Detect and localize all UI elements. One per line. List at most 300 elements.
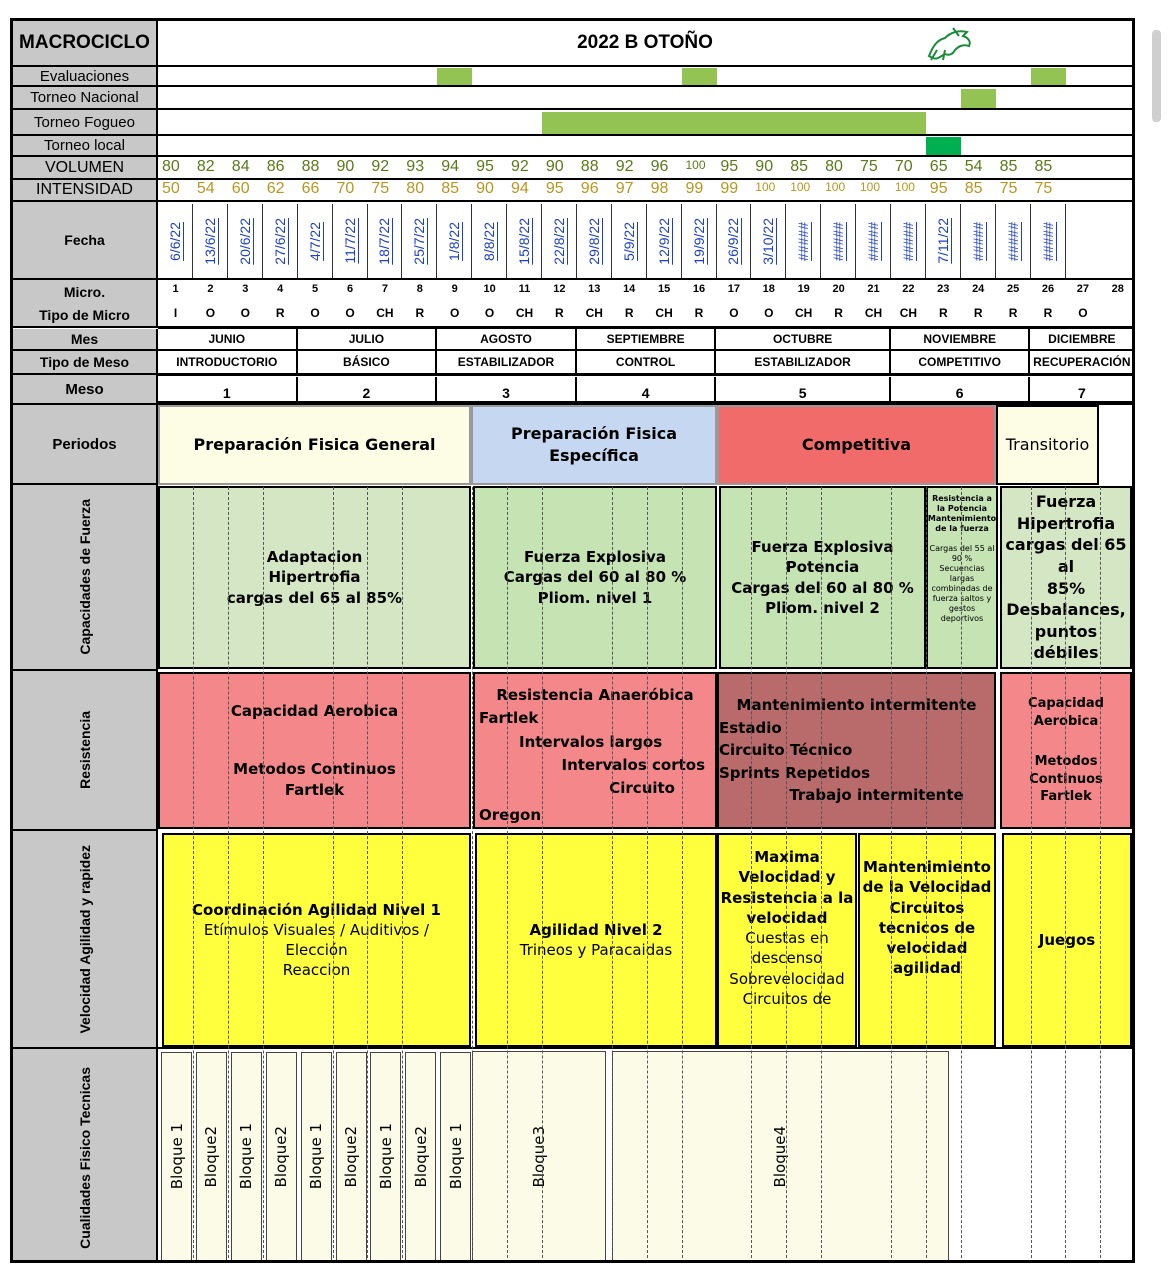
bloque-label: Bloque2 [272,1125,291,1188]
micro-number: 27 [1076,283,1090,295]
fecha-cell [472,204,507,278]
volumen-value: 92 [615,158,634,175]
fuerza-d-1: Resistencia a la Potencia Mantenimiento de la fuerza [927,494,997,533]
micro-type: R [973,306,983,320]
volumen-value: 86 [266,158,285,175]
resistencia-box-general [158,672,471,829]
micro-number: 10 [483,283,496,295]
volumen-value: 80 [162,158,180,175]
tipo-meso-cell: ESTABILIZADOR [716,351,891,373]
micro-type: I [173,306,178,320]
week-guide-line [821,487,822,1263]
resistencia-c-5: Trabajo intermitente [789,786,964,804]
fecha-cell [926,204,961,278]
micro-number: 11 [518,283,531,295]
velocidad-label-cell [13,831,158,1049]
micro-type: CH [655,306,673,320]
periodo-transitorio: Transitorio [996,405,1099,485]
mes-label: Mes [13,329,158,351]
micro-type: CH [585,306,603,320]
intensidad-value: 75 [371,180,390,197]
fuerza-a-2: Hipertrofia [268,568,361,587]
fecha-cell [263,204,298,278]
micro-type: R [694,306,704,320]
fuerza-box-general [158,486,471,669]
tipo-meso-cell: INTRODUCTORIO [158,351,298,373]
volumen-value: 93 [406,158,425,175]
fecha-cell [507,204,542,278]
volumen-value: 85 [999,158,1018,175]
bloque4-cell [612,1051,949,1263]
bloque-cell [370,1052,401,1261]
fecha-value: 18/7/22 [376,217,393,265]
tipo-meso-cell: COMPETITIVO [891,351,1031,373]
meso-label: Meso [13,375,158,405]
bloque-label: Bloque2 [411,1125,430,1188]
micro-type: O [345,306,355,320]
fecha-cell [402,204,437,278]
velocidad-box-transitorio: Juegos [1002,833,1132,1047]
resistencia-a-3: Fartlek [284,780,345,799]
volumen-value: 70 [894,158,913,175]
fecha-value: 1/8/22 [446,221,463,261]
resistencia-b-4: Intervalos cortos [561,755,705,774]
week-guide-line [1031,487,1032,1263]
micro-number: 25 [1006,283,1020,295]
macrociclo-label: MACROCICLO [13,21,158,67]
week-guide-line [367,487,368,1263]
fecha-cell [751,204,786,278]
intensidad-value: 60 [231,180,250,197]
week-guide-line [961,487,962,1263]
fecha-value: 19/9/22 [690,217,707,265]
micro-type: O [729,306,739,320]
fecha-value: 25/7/22 [411,217,428,265]
fuerza-label: Capacidades de Fuerza [76,499,93,655]
fecha-label: Fecha [13,202,158,280]
micro-number: 9 [451,283,458,295]
intensidad-value: 80 [406,180,425,197]
micro-number: 23 [937,283,950,295]
resistencia-a-2: Metodos Continuos [233,760,396,779]
velocidad-b-2: Trineos y Paracaidas [519,941,673,959]
tipo-meso-cell: CONTROL [577,351,717,373]
fecha-cell [891,204,926,278]
micro-type: R [275,306,285,320]
intensidad-value: 75 [999,180,1018,197]
fuerza-box-especifica [473,486,717,669]
intensidad-value: 75 [1034,180,1053,197]
fuerza-b-3: Pliom. nivel 1 [537,588,653,607]
torneo-local-label: Torneo local [13,136,158,157]
resistencia-b-3: Intervalos largos [519,732,663,751]
volumen-value: 65 [929,158,948,175]
fecha-value: 22/8/22 [550,217,567,265]
velocidad-a-1: Coordinación Agilidad Nivel 1 [192,900,441,919]
volumen-value: 88 [580,158,599,175]
intensidad-value: 99 [685,180,704,197]
micro-type: O [450,306,460,320]
intensidad-value: 100 [894,180,915,194]
evaluacion-bar-2 [682,68,717,85]
meso-cell: 2 [298,377,438,401]
fecha-cell [716,204,751,278]
bloque-cell [231,1052,262,1261]
resistencia-label-cell [13,671,158,831]
week-guide-line [751,487,752,1263]
volumen-value: 94 [441,158,459,175]
fecha-value: 12/9/22 [655,217,672,265]
intensidad-value: 100 [755,180,776,194]
intensidad-label: INTENSIDAD [13,180,158,202]
season-title: 2022 B OTOÑO [158,21,1132,67]
micro-type: O [240,306,250,320]
micro-values [158,280,1132,328]
micro-number: 1 [172,283,179,295]
volumen-value: 82 [196,158,215,175]
fecha-value: 7/11/22 [934,218,951,264]
bloque-cell [440,1052,471,1261]
mes-cell: DICIEMBRE [1031,329,1136,349]
micro-type: R [415,306,425,320]
volumen-value: 92 [511,158,529,175]
intensidad-value: 62 [266,180,285,197]
mes-cell: OCTUBRE [716,329,891,349]
micro-type: R [1043,306,1053,320]
periodo-general: Preparación Fisica General [158,405,471,485]
volumen-value: 85 [790,158,808,175]
evaluacion-bar-3 [1031,68,1066,85]
fecha-value: ##### [1039,221,1056,261]
fecha-cell [1031,204,1066,278]
week-guide-line [647,487,648,1263]
intensidad-value: 85 [441,180,459,197]
micro-type: CH [899,306,918,320]
velocidad-b-1: Agilidad Nivel 2 [529,920,663,939]
bloque-cell [196,1052,227,1261]
week-guide-line [472,487,473,1263]
fuerza-c-2: Potencia [785,558,860,577]
fecha-cell [647,204,682,278]
week-guide-line [228,487,229,1263]
torneo-nacional-label: Torneo Nacional [13,87,158,110]
micro-type: O [764,306,774,320]
evaluacion-bar-1 [437,68,472,85]
micro-number: 6 [346,283,354,295]
velocidad-label: Velocidad Agilidad y rapidez [76,844,93,1034]
fecha-cell [612,204,647,278]
micro-type: O [1078,306,1088,320]
volumen-value: 90 [755,158,774,175]
micro-number: 28 [1111,283,1124,295]
intensidad-value: 50 [162,180,180,197]
fuerza-d-2: Cargas del 55 al 90 % Secuencias largas combinadas de fuerza saltos y gestos deportivos [929,544,995,623]
intensidad-value: 95 [929,180,948,197]
fecha-value: 26/9/22 [725,217,742,265]
fecha-value: 29/8/22 [585,217,602,265]
fecha-cell [298,204,333,278]
bloque4-label: Bloque4 [771,1126,790,1188]
week-guide-line [926,487,927,1263]
fecha-value: ##### [899,221,916,261]
torneo-fogueo-bar [542,112,926,134]
macrocycle-table [10,18,1135,1263]
micro-number: 7 [381,283,388,295]
volumen-value: 85 [1034,158,1053,175]
micro-type: O [310,306,320,320]
micro-number: 24 [972,283,985,295]
resistencia-d-1: Capacidad Aerobica [1028,696,1104,729]
fuerza-e-3: cargas del 65 al [1005,535,1127,576]
micro-number: 8 [416,283,423,295]
cualidades-label-cell [13,1049,158,1263]
fecha-cell [577,204,612,278]
intensidad-value: 100 [860,180,881,194]
mes-cell: NOVIEMBRE [891,329,1031,349]
fecha-value: 11/7/22 [341,218,358,264]
week-guide-line [682,487,683,1263]
micro-type: CH [864,306,883,320]
week-guide-line [193,487,194,1263]
resistencia-b-2: Fartlek [479,709,539,728]
fuerza-c-4: Pliom. nivel 2 [765,598,880,617]
fecha-value: 20/6/22 [236,217,253,265]
micro-type: R [938,306,948,320]
fecha-cell [682,204,717,278]
micro-type: CH [515,306,534,320]
week-guide-line [542,487,543,1263]
fecha-cell [158,204,193,278]
volumen-value: 96 [650,158,669,175]
micro-number: 13 [588,283,601,295]
resistencia-d-2: Metodos Continuos Fartlek [1029,754,1103,805]
scrollbar[interactable] [1152,30,1161,122]
torneo-nacional-bar [961,89,996,108]
resistencia-label: Resistencia [76,711,93,789]
week-guide-line [333,487,334,1263]
fecha-cell [542,204,577,278]
tipo-meso-label: Tipo de Meso [13,351,158,375]
fecha-value: ##### [865,221,881,261]
fecha-value: 13/6/22 [201,217,218,265]
fecha-cell [856,204,891,278]
week-guide-line [1065,487,1066,1263]
periodos-label: Periodos [13,405,158,485]
intensidad-value: 66 [301,180,320,197]
fuerza-e-2: Hipertrofia [1016,513,1116,533]
micro-number: 19 [797,283,810,295]
intensidad-value: 96 [580,180,599,197]
volumen-label: VOLUMEN [13,157,158,180]
micro-number: 26 [1041,283,1055,295]
week-guide-line [402,487,403,1263]
volumen-value: 54 [964,158,983,175]
micro-type: R [624,306,634,320]
fuerza-label-cell [13,485,158,671]
resistencia-box-especifica [473,672,717,829]
fecha-cell [961,204,996,278]
meso-cell: 4 [577,377,717,401]
micro-number: 22 [902,283,915,295]
intensidad-value: 85 [964,180,983,197]
resistencia-c-4: Sprints Repetidos [719,763,870,782]
fuerza-box-competitiva [719,486,926,669]
micro-type: CH [795,306,813,320]
micro-number: 20 [832,283,845,295]
bloque-label: Bloque 1 [446,1123,465,1190]
meso-cell: 1 [158,377,298,401]
fuerza-e-6: puntos débiles [1033,621,1099,663]
week-guide-line [612,487,613,1263]
fecha-cell [786,204,821,278]
intensidad-value: 94 [511,180,529,197]
week-guide-line [786,487,787,1263]
bloque-cell [301,1052,332,1261]
fecha-value: ##### [830,221,847,261]
fuerza-e-4: 85% [1046,578,1086,598]
mes-cell: JUNIO [158,329,298,349]
fecha-value: 6/6/22 [167,221,183,261]
fecha-cell [996,204,1031,278]
meso-cell: 3 [437,377,577,401]
velocidad-box-general [162,833,471,1047]
fuerza-e-5: Desbalances, [1006,600,1126,620]
micro-type: CH [376,306,394,320]
fuerza-box-mantenimiento [926,486,998,669]
bloque-label: Bloque2 [202,1125,221,1188]
week-guide-line [891,487,892,1263]
bloque-label: Bloque2 [342,1125,360,1188]
cualidades-label: Cualidades Fisico Tecnicas [76,1066,93,1249]
resistencia-a-1: Capacidad Aerobica [230,702,399,721]
week-guide-line [1100,487,1101,1263]
resistencia-c-2: Estadio [719,718,782,737]
bloque-label: Bloque 1 [376,1123,395,1190]
intensidad-value: 100 [825,180,846,194]
intensidad-value: 70 [336,180,355,197]
micro-number: 16 [692,283,706,295]
volumen-value: 80 [825,158,843,175]
fecha-value: 27/6/22 [271,217,288,265]
micro-type: R [555,306,564,320]
micro-type: O [205,306,216,320]
micro-number: 3 [242,283,249,295]
resistencia-b-1: Resistencia Anaeróbica [496,686,694,704]
volumen-value: 92 [371,158,390,175]
fecha-cell [437,204,472,278]
volumen-value: 84 [231,158,250,175]
resistencia-c-1: Mantenimiento intermitente [736,696,977,714]
bloque-cell [266,1052,297,1261]
fecha-cell [821,204,856,278]
intensidad-value: 95 [545,180,564,197]
volumen-value: 88 [301,158,320,175]
periodo-competitiva: Competitiva [717,405,996,485]
fecha-value: ##### [795,221,812,261]
micro-number: 17 [727,283,741,295]
bloque3-label: Bloque3 [529,1126,548,1188]
meso-cell: 6 [891,377,1031,401]
fuerza-a-1: Adaptacion [266,548,363,567]
tipo-meso-cell: ESTABILIZADOR [437,351,577,373]
volumen-value: 75 [860,158,878,175]
fecha-value: ##### [969,221,986,261]
fecha-value: ##### [1004,221,1021,261]
fecha-cell [228,204,263,278]
volumen-value: 100 [685,158,706,172]
fecha-value: 5/9/22 [620,221,637,261]
micro-number: 21 [867,283,880,295]
bloque-cell [336,1052,367,1261]
horse-logo [923,26,975,62]
micro-label [13,280,158,328]
resistencia-c-3: Circuito Técnico [719,741,853,759]
velocidad-a-2: Etímulos Visuales / Auditivos / Elección [203,920,430,959]
fecha-cell [193,204,228,278]
velocidad-c-1: Maxima Velocidad y Resistencia a la velocidad [720,848,854,927]
fecha-cell [367,204,402,278]
fecha-cell [333,204,368,278]
fecha-value: 15/8/22 [516,217,532,265]
fuerza-c-3: Cargas del 60 al 80 % [731,578,914,597]
intensidad-value: 99 [720,180,739,197]
micro-label-text: Micro. [63,283,106,300]
volumen-value: 95 [720,158,739,175]
torneo-fogueo-label: Torneo Fogueo [13,110,158,136]
bloque-label: Bloque 1 [167,1123,186,1190]
resistencia-box-competitiva [717,672,996,829]
micro-type: R [1008,306,1018,320]
meso-cell: 5 [716,377,891,401]
mes-cell: SEPTIEMBRE [577,329,717,349]
micro-number: 15 [657,283,671,295]
velocidad-c-2: Cuestas en descenso Sobrevelocidad Circuitos de [729,929,845,1008]
tipo-micro-label-text: Tipo de Micro [39,306,130,323]
velocidad-box-mantenimiento: Mantenimiento de la Velocidad Circuitos tecnicos de velocidad agilidad [858,833,996,1047]
mes-cell: JULIO [298,329,438,349]
intensidad-value: 98 [650,180,669,197]
week-guide-line [507,487,508,1263]
torneo-local-bar [926,137,961,155]
volumen-value: 95 [476,158,494,175]
volumen-value: 90 [336,158,355,175]
resistencia-b-5: Circuito [609,779,675,797]
intensidad-value: 100 [790,180,811,194]
micro-number: 12 [553,283,566,295]
intensidad-value: 97 [615,180,634,197]
fecha-values [158,204,1132,278]
fuerza-b-1: Fuerza Explosiva [524,548,666,567]
micro-number: 4 [277,283,284,295]
intensidad-value: 54 [196,180,215,197]
fecha-value: 3/10/22 [760,217,777,265]
fuerza-c-1: Fuerza Explosiva [751,538,894,556]
fuerza-e-1: Fuerza [1035,492,1097,512]
bloque-label: Bloque 1 [237,1123,256,1190]
fecha-value: 8/8/22 [481,221,498,261]
tipo-meso-cell: BÁSICO [298,351,438,373]
periodo-especifica: Preparación Fisica Específica [471,405,717,485]
velocidad-a-3: Reaccion [282,961,351,980]
resistencia-b-6: Oregon [479,806,542,825]
intensidad-value: 90 [476,180,494,197]
micro-number: 14 [623,283,636,295]
bloque-cell [161,1052,192,1261]
micro-type: R [834,306,843,320]
bloque-cell [405,1052,436,1261]
micro-type: O [484,306,495,320]
fecha-value: 4/7/22 [306,221,323,261]
